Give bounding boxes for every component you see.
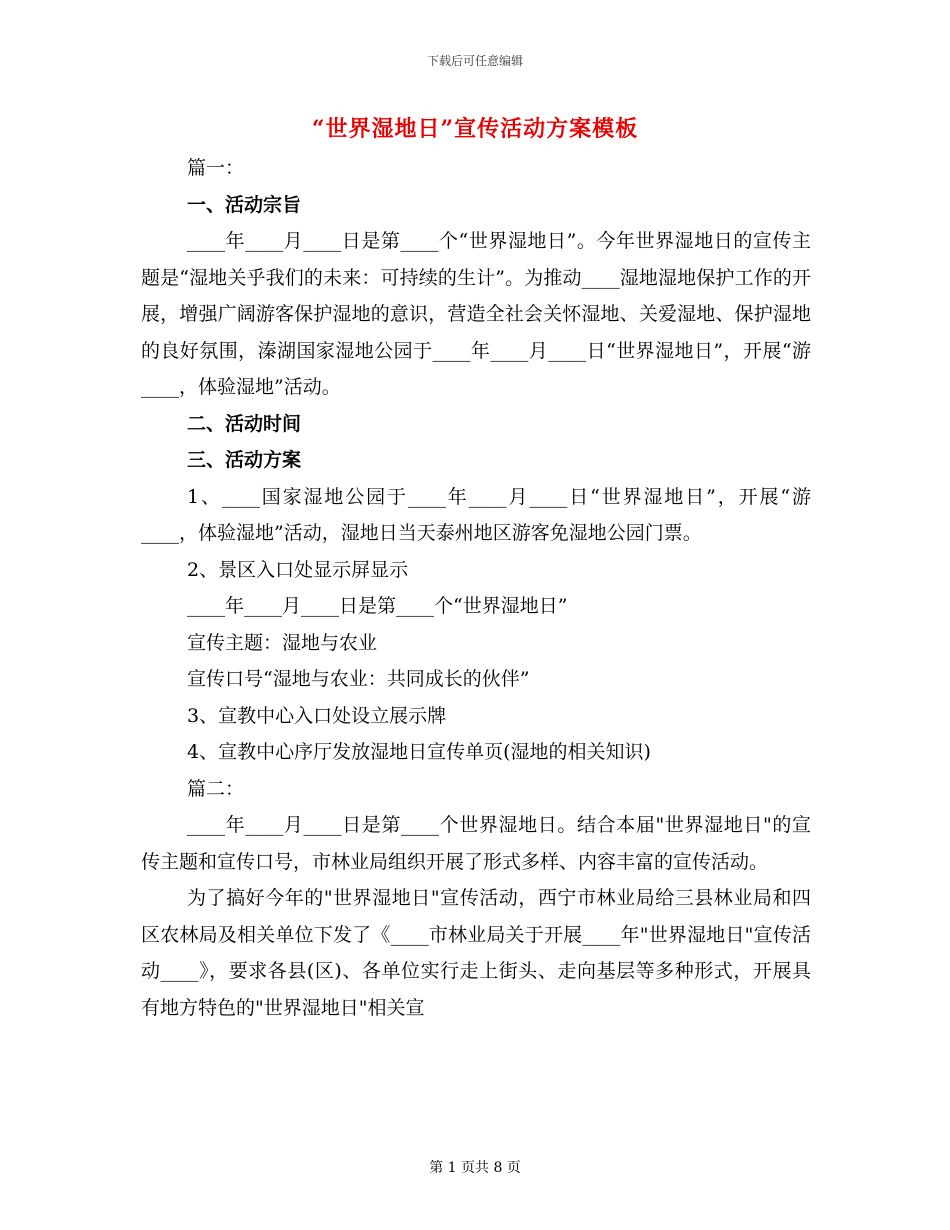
plan-item-2-line-1: ____年____月____日是第____个“世界湿地日” bbox=[187, 595, 568, 617]
plan-item-2: 2、景区入口处显示屏显示 bbox=[187, 558, 409, 581]
page-number: 第 1 页共 8 页 bbox=[429, 1160, 521, 1176]
page-title: “世界湿地日”宣传活动方案模板 bbox=[311, 116, 639, 142]
header-note: 下载后可任意编辑 bbox=[426, 54, 523, 68]
paragraph-part2-intro: ____年____月____日是第____个世界湿地日。结合本届"世界湿地日"的宣传主题和宣传口号，市林业局组织开展了形式多样、内容丰富的宣传活动。 bbox=[141, 814, 811, 873]
section-heading-purpose: 一、活动宗旨 bbox=[187, 193, 302, 216]
paragraph-purpose: ____年____月____日是第____个“世界湿地日”。今年世界湿地日的宣传主题是“湿地关乎我们的未来：可持续的生计”。为推动____湿地湿地保护工作的开展，增强广阔游客保护湿地的意识，营造全社会关怀湿地、关爱湿地、保护湿地的良好氛围，溱湖国家湿地公园于____年____月____日“世界湿地日”，开展“游____，体验湿地”活动。 bbox=[141, 230, 811, 398]
plan-item-2-line-2: 宣传主题：湿地与农业 bbox=[187, 631, 378, 654]
plan-item-2-line-3: 宣传口号“湿地与农业：共同成长的伙伴” bbox=[187, 668, 530, 690]
part2-label: 篇二： bbox=[187, 777, 245, 800]
plan-item-1: 1、____国家湿地公园于____年____月____日“世界湿地日”，开展“游____，体验湿地”活动，湿地日当天泰州地区游客免湿地公园门票。 bbox=[141, 485, 811, 544]
section-heading-time: 二、活动时间 bbox=[187, 412, 302, 435]
document-body bbox=[141, 150, 811, 1026]
part1-label: 篇一： bbox=[187, 157, 245, 179]
paragraph-part2-detail: 为了搞好今年的"世界湿地日"宣传活动，西宁市林业局给三县林业局和四区农林局及相关单位下发了《____市林业局关于开展____年"世界湿地日"宣传活动____》，要求各县(区)、各单位实行走上街头、走向基层等多种形式，开展具有地方特色的"世界湿地日"相关宣 bbox=[141, 887, 811, 1019]
plan-item-3: 3、宣教中心入口处设立展示牌 bbox=[187, 704, 447, 727]
section-heading-plan: 三、活动方案 bbox=[187, 449, 302, 471]
plan-item-4: 4、宣教中心序厅发放湿地日宣传单页(湿地的相关知识) bbox=[187, 741, 651, 763]
